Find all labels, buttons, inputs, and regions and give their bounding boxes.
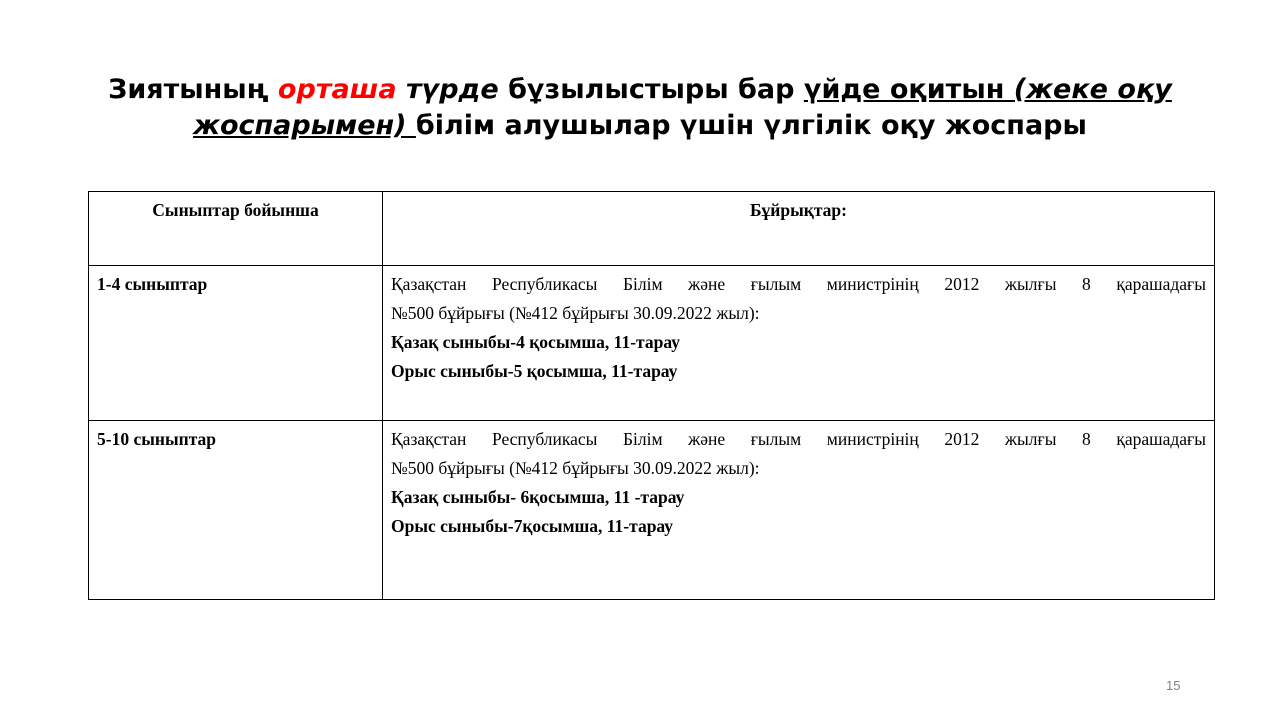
header-orders: Бұйрықтар: <box>383 192 1215 266</box>
title-part3: бұзылыстыры бар <box>498 74 804 105</box>
russian-class-line: Орыс сыныбы-7қосымша, 11-тарау <box>391 516 674 536</box>
table-row <box>89 266 1215 421</box>
grade-cell: 5-10 сыныптар <box>89 421 383 600</box>
table-row <box>89 421 1215 600</box>
kazakh-class-line: Қазақ сыныбы- 6қосымша, 11 -тарау <box>391 487 685 507</box>
order-text-line1: Қазақстан Республикасы Білім және ғылым министрінің 2012 жылғы 8 қарашадағы <box>391 429 1206 449</box>
title-italic: түрде <box>405 74 499 105</box>
title-part2 <box>397 74 406 105</box>
title-accent: орташа <box>277 74 397 105</box>
title-part4: білім алушылар үшін үлгілік оқу жоспары <box>415 110 1087 141</box>
page-number: 15 <box>1166 678 1181 693</box>
order-cell <box>383 421 1215 600</box>
kazakh-class-line: Қазақ сыныбы-4 қосымша, 11-тарау <box>391 332 680 352</box>
title-underlined-italic: (жеке оқу жоспарымен) <box>193 74 1172 141</box>
title-part1: Зиятының <box>108 74 278 105</box>
order-text-line1: Қазақстан Республикасы Білім және ғылым министрінің 2012 жылғы 8 қарашадағы <box>391 274 1206 294</box>
header-grades: Сыныптар бойынша <box>89 192 383 266</box>
orders-table <box>88 191 1215 600</box>
title-underlined: үйде оқитын <box>803 74 1014 105</box>
grade-cell: 1-4 сыныптар <box>89 266 383 421</box>
slide-title <box>100 72 1180 144</box>
order-text-line2: №500 бұйрығы (№412 бұйрығы 30.09.2022 жыл): <box>391 303 760 323</box>
table-header-row <box>89 192 1215 266</box>
order-text-line2: №500 бұйрығы (№412 бұйрығы 30.09.2022 жыл): <box>391 458 760 478</box>
russian-class-line: Орыс сыныбы-5 қосымша, 11-тарау <box>391 361 678 381</box>
order-cell <box>383 266 1215 421</box>
